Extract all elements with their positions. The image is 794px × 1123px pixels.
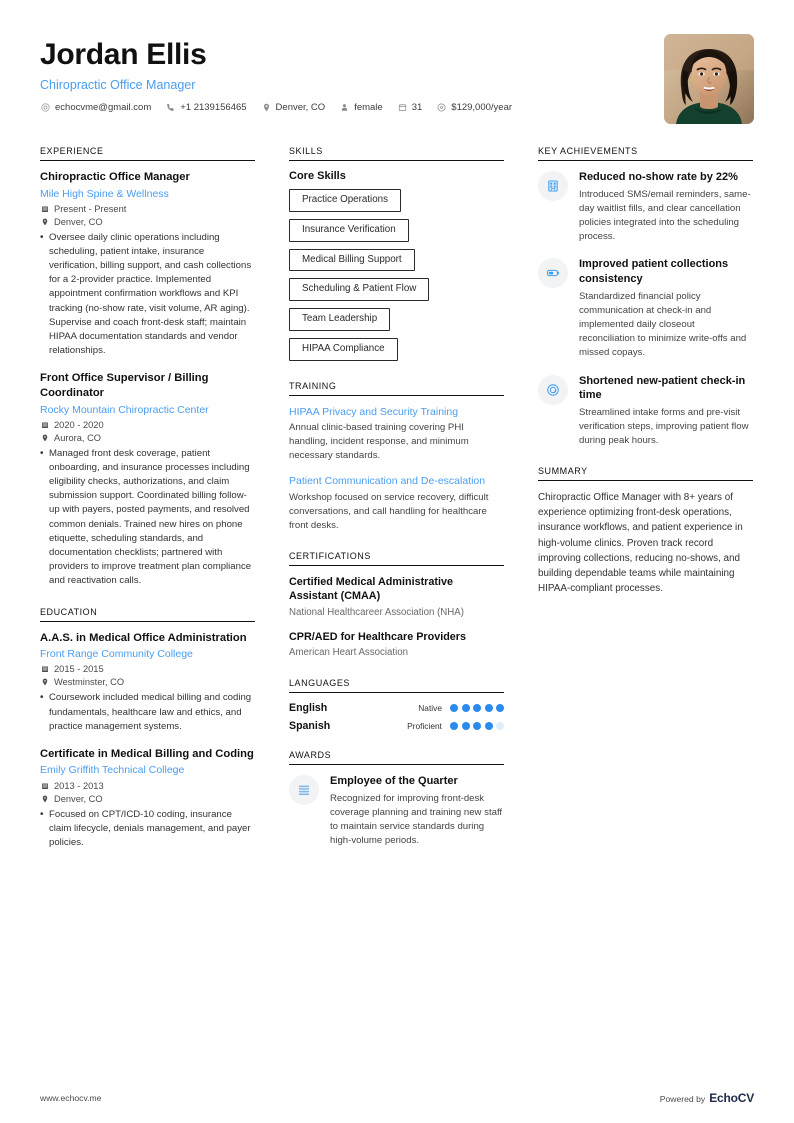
rating-dot	[485, 722, 493, 730]
target-icon	[538, 375, 568, 405]
skills-group-title: Core Skills	[289, 170, 346, 182]
entry-location	[40, 677, 255, 687]
entry-dates	[40, 664, 255, 674]
skill-chip[interactable]: Practice Operations	[289, 189, 401, 212]
entry-location-value: Westminster, CO	[54, 677, 125, 688]
calendar-icon	[40, 781, 50, 791]
training-title[interactable]: Patient Communication and De-escalation	[289, 475, 486, 488]
contact-salary	[436, 102, 512, 113]
rating-dot	[496, 704, 504, 712]
contact-age	[397, 102, 423, 113]
skill-chip[interactable]: Team Leadership	[289, 308, 390, 331]
section-title-skills: SKILLS	[289, 146, 504, 161]
avatar-image	[664, 34, 754, 124]
entry-location-value: Aurora, CO	[54, 432, 102, 443]
language-name: English	[289, 702, 328, 715]
training-item	[289, 405, 504, 464]
building-icon	[538, 171, 568, 201]
section-education	[40, 607, 255, 851]
skill-chip[interactable]: HIPAA Compliance	[289, 338, 398, 361]
calendar-icon	[40, 664, 50, 674]
location-icon	[40, 677, 50, 687]
rating-dot	[473, 704, 481, 712]
training-description: Annual clinic-based training covering PHI handling, incident response, and minimum necessary standards.	[289, 421, 469, 462]
achievement-title: Improved patient collections consistency	[579, 258, 729, 285]
achievement-item	[538, 257, 753, 360]
skill-chip[interactable]: Medical Billing Support	[289, 249, 415, 272]
certification-name: CPR/AED for Healthcare Providers	[289, 630, 467, 643]
entry-location-value: Denver, CO	[54, 216, 103, 227]
contact-location	[261, 102, 326, 113]
entry-bullets	[40, 447, 255, 589]
section-awards	[289, 750, 504, 848]
rating-dot	[496, 722, 504, 730]
rating-dot	[450, 704, 458, 712]
award-title: Employee of the Quarter	[330, 775, 458, 788]
language-row	[289, 720, 504, 732]
bullet-text: Coursework included medical billing and coding fundamentals, healthcare law and ethics, and practice management systems.	[49, 692, 252, 732]
award-body	[330, 774, 504, 848]
training-item	[289, 474, 504, 533]
location-icon	[40, 433, 50, 443]
left-column	[40, 146, 255, 868]
phone-icon	[165, 102, 176, 113]
section-experience	[40, 146, 255, 589]
content-columns	[40, 146, 754, 1123]
achievement-description: Introduced SMS/email reminders, same-day waitlist fills, and clear cancellation policies integrated into the scheduling process.	[579, 188, 751, 243]
page-title: Jordan Ellis	[40, 38, 207, 71]
location-icon	[261, 102, 272, 113]
entry-title: Chiropractic Office Manager	[40, 171, 190, 183]
footer-url[interactable]: www.echocv.me	[40, 1093, 102, 1103]
award-item	[289, 774, 504, 848]
contact-age-value: 31	[411, 101, 423, 113]
entry-title: Front Office Supervisor / Billing Coordinator	[40, 372, 209, 399]
section-skills	[289, 146, 504, 361]
calendar-icon	[40, 204, 50, 214]
contact-row	[40, 102, 526, 113]
achievement-title: Shortened new-patient check-in time	[579, 374, 746, 402]
contact-email-value: echocvme@gmail.com	[55, 101, 152, 113]
achievement-body	[579, 374, 753, 449]
bullet-dot: •	[40, 447, 44, 459]
rating-dot	[462, 722, 470, 730]
bullet-item	[40, 808, 255, 851]
bullet-text: Focused on CPT/ICD-10 coding, insurance claim lifecycle, denials management, and payer policies.	[49, 808, 251, 848]
section-training	[289, 381, 504, 533]
training-title[interactable]: HIPAA Privacy and Security Training	[289, 405, 459, 418]
entry-bullets	[40, 231, 255, 359]
email-icon	[40, 102, 51, 113]
section-title-awards: AWARDS	[289, 750, 504, 765]
section-certifications	[289, 551, 504, 660]
rating-dot	[485, 704, 493, 712]
experience-entry	[40, 170, 255, 358]
section-key-achievements	[538, 146, 753, 448]
achievement-item	[538, 374, 753, 449]
language-dots	[450, 704, 504, 712]
entry-location-value: Denver, CO	[54, 793, 103, 804]
contact-location-value: Denver, CO	[275, 101, 326, 113]
entry-dates	[40, 420, 255, 430]
page-footer	[40, 1091, 754, 1105]
bullet-text: Oversee daily clinic operations including scheduling, patient intake, insurance verification, billing support, and cash collections for a 2-provider practice. Implemented appointment confirmation workflows and KPI tracking (no-show rate, visit volume, AR aging). Supervise and coach front-desk staff; maintain HIPAA documentation standards and vendor relationships.	[49, 231, 252, 357]
right-column	[538, 146, 753, 614]
entry-dates	[40, 781, 255, 791]
bullet-text: Managed front desk coverage, patient onboarding, and insurance processes including eligibility checks, authorizations, and claim submission support. Coordinated billing follow-up with payers, posted payments, and resolved common denials. Trained new hires on phone etiquette, scheduling standards, and documentation checklists; partnered with providers to improve treatment plan compliance and reactivation calls.	[49, 447, 252, 587]
skill-chip[interactable]: Scheduling & Patient Flow	[289, 278, 429, 301]
rating-dot	[450, 722, 458, 730]
achievement-title: Reduced no-show rate by 22%	[579, 171, 738, 183]
certification-issuer: American Heart Association	[289, 647, 408, 659]
bullet-item	[40, 691, 255, 734]
section-summary	[538, 466, 753, 595]
certification-item	[289, 575, 504, 620]
section-title-training: TRAINING	[289, 381, 504, 396]
section-title-key-achievements: KEY ACHIEVEMENTS	[538, 146, 753, 161]
certification-item	[289, 630, 504, 660]
middle-column	[289, 146, 504, 867]
language-level: Native	[418, 703, 442, 714]
gender-icon	[339, 102, 350, 113]
achievement-item	[538, 170, 753, 244]
summary-text: Chiropractic Office Manager with 8+ years of experience optimizing front-desk operations, insurance workflows, and patient experience in high-volume clinics. Proven track record improving collections, reducing no-shows, and building dependable teams while maintaining HIPAA-compliant processes.	[538, 492, 743, 594]
contact-phone	[165, 102, 246, 113]
contact-phone-value: +1 2139156465	[180, 101, 247, 113]
language-dots	[450, 722, 504, 730]
education-entry	[40, 747, 255, 850]
entry-location	[40, 217, 255, 227]
skill-chip[interactable]: Insurance Verification	[289, 219, 409, 242]
footer-branding	[660, 1091, 754, 1105]
entry-bullets	[40, 691, 255, 734]
entry-location	[40, 433, 255, 443]
rating-dot	[473, 722, 481, 730]
salary-icon	[436, 102, 447, 113]
entry-organization[interactable]: Front Range Community College	[40, 648, 193, 661]
bullet-item	[40, 447, 255, 589]
bullet-item	[40, 231, 255, 359]
entry-organization[interactable]: Emily Griffith Technical College	[40, 764, 185, 777]
entry-title: Certificate in Medical Billing and Coding	[40, 747, 254, 760]
section-languages	[289, 678, 504, 732]
certification-name: Certified Medical Administrative Assistant (CMAA)	[289, 576, 453, 603]
contact-gender-value: female	[354, 101, 383, 113]
entry-location	[40, 794, 255, 804]
section-title-certifications: CERTIFICATIONS	[289, 551, 504, 566]
contact-salary-value: $129,000/year	[451, 101, 513, 113]
section-title-education: EDUCATION	[40, 607, 255, 622]
battery-icon	[538, 258, 568, 288]
experience-entry	[40, 371, 255, 588]
language-rating	[407, 721, 504, 731]
achievement-description: Streamlined intake forms and pre-visit verification steps, improving patient flow during peak hours.	[579, 406, 749, 447]
entry-organization[interactable]: Mile High Spine & Wellness	[40, 187, 169, 200]
list-lines-icon	[289, 775, 319, 805]
language-level: Proficient	[407, 721, 442, 732]
language-name: Spanish	[289, 720, 331, 733]
entry-title: A.A.S. in Medical Office Administration	[40, 631, 247, 644]
calendar-icon	[40, 420, 50, 430]
rating-dot	[462, 704, 470, 712]
award-description: Recognized for improving front-desk coverage planning and training new staff to maintain service standards during high-volume periods.	[330, 792, 503, 847]
achievement-description: Standardized financial policy communication at check-in and implemented daily closeout reconciliation to minimize write-offs and missed copays.	[579, 290, 747, 359]
achievement-body	[579, 170, 753, 244]
entry-dates-value: 2020 - 2020	[54, 419, 104, 430]
avatar	[664, 34, 754, 124]
bullet-dot: •	[40, 692, 44, 704]
job-title: Chiropractic Office Manager	[40, 77, 196, 92]
resume-header	[40, 34, 754, 124]
footer-brand-name: EchoCV	[709, 1091, 754, 1105]
bullet-dot: •	[40, 231, 44, 243]
language-rating	[418, 703, 504, 713]
entry-dates-value: 2013 - 2013	[54, 780, 104, 791]
section-title-experience: EXPERIENCE	[40, 146, 255, 161]
achievement-body	[579, 257, 753, 360]
location-icon	[40, 217, 50, 227]
skill-chip-list	[289, 189, 504, 361]
education-entry	[40, 631, 255, 734]
footer-powered-label: Powered by	[659, 1094, 706, 1104]
language-row	[289, 702, 504, 714]
location-icon	[40, 794, 50, 804]
entry-dates-value: Present - Present	[54, 203, 127, 214]
contact-email	[40, 102, 151, 113]
entry-organization[interactable]: Rocky Mountain Chiropractic Center	[40, 403, 209, 416]
header-left	[40, 34, 526, 113]
calendar-icon	[397, 102, 408, 113]
contact-gender	[339, 102, 383, 113]
entry-bullets	[40, 808, 255, 851]
section-title-summary: SUMMARY	[538, 466, 753, 481]
entry-dates	[40, 204, 255, 214]
bullet-dot: •	[40, 808, 44, 820]
certification-issuer: National Healthcareer Association (NHA)	[289, 606, 464, 618]
entry-dates-value: 2015 - 2015	[54, 664, 104, 675]
section-title-languages: LANGUAGES	[289, 678, 504, 693]
training-description: Workshop focused on service recovery, difficult conversations, and call handling for healthcare front desks.	[289, 491, 489, 531]
